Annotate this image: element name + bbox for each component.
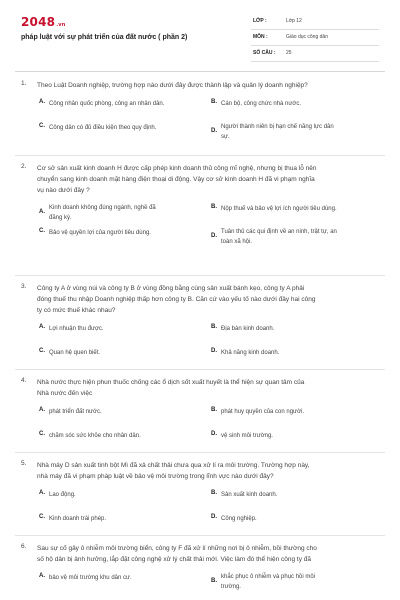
option-letter: C. bbox=[39, 431, 45, 437]
meta-value: 25 bbox=[286, 50, 292, 56]
option-letter: A. bbox=[39, 407, 45, 413]
meta-label: MÔN : bbox=[253, 34, 268, 40]
option-letter: D. bbox=[211, 431, 217, 437]
meta-label: LỚP : bbox=[253, 18, 267, 24]
question-text-line: chuyển sang kinh doanh mặt hàng điện thoại di động. Vậy cơ sở kinh doanh H đã vi phạm nghĩa bbox=[37, 176, 315, 183]
site-logo[interactable] bbox=[21, 15, 66, 29]
option-text bbox=[49, 324, 199, 334]
option-letter: B. bbox=[211, 99, 217, 105]
option-text-line: phát huy quyền của con người. bbox=[221, 409, 305, 415]
question-text-line: nhà máy đã vi phạm pháp luật về bảo vệ môi trường trong lĩnh vực nào dưới đây? bbox=[37, 473, 274, 480]
option-letter: B. bbox=[211, 490, 217, 496]
option-text bbox=[221, 324, 371, 334]
question-text-line: Sau sự cố gây ô nhiễm môi trường biển, công ty F đã xử lí những nơi bị ô nhiễm, bồi thường cho bbox=[37, 545, 317, 552]
option-text bbox=[221, 514, 371, 524]
question-item bbox=[15, 377, 385, 439]
option-letter: D. bbox=[211, 233, 217, 239]
question-number: 4. bbox=[21, 377, 27, 384]
option-text-line: Công nhân quốc phòng, công an nhân dân. bbox=[49, 101, 165, 107]
option-text-line: toàn xã hội. bbox=[221, 239, 253, 245]
logo-main: 2048 bbox=[21, 15, 56, 29]
option-text-line: Tuân thủ các qui định về an ninh, trật tự, an bbox=[221, 229, 337, 235]
question-item bbox=[15, 283, 385, 356]
option-text bbox=[221, 490, 371, 500]
question-text-line: Nhà nước thực hiện phun thuốc chống các ổ dịch sốt xuất huyết là thể hiện sự quan tâm của bbox=[37, 379, 305, 386]
option-letter: B. bbox=[211, 324, 217, 330]
option-letter: A. bbox=[39, 209, 45, 215]
question-head bbox=[15, 377, 385, 399]
option-text bbox=[221, 431, 371, 441]
option-text-line: chăm sóc sức khỏe cho nhân dân. bbox=[49, 433, 141, 439]
question-text bbox=[37, 163, 373, 196]
question-number: 1. bbox=[21, 80, 27, 87]
option-letter: C. bbox=[39, 514, 45, 520]
meta-value: Giáo dục công dân bbox=[286, 34, 328, 40]
option-letter: B. bbox=[211, 204, 217, 210]
question-number: 3. bbox=[21, 283, 27, 290]
option-text bbox=[221, 122, 371, 142]
option-text bbox=[49, 348, 199, 358]
option-letter: C. bbox=[39, 348, 45, 354]
question-text bbox=[37, 80, 373, 91]
question-text-line: đóng thuế thu nhập Doanh nghiệp thấp hơn công ty B. Căn cứ vào yếu tố nào dưới đây hai công bbox=[37, 296, 316, 303]
option-text-line: trường. bbox=[221, 584, 241, 590]
option-letter: A. bbox=[39, 324, 45, 330]
option-text bbox=[221, 204, 371, 214]
option-letter: D. bbox=[211, 128, 217, 134]
option-text-line: Kinh doanh trái phép. bbox=[49, 516, 107, 522]
option-text-line: Lợi nhuận thu được. bbox=[49, 326, 104, 332]
option-text bbox=[49, 490, 199, 500]
meta-label: SỐ CÂU : bbox=[253, 50, 276, 56]
question-number: 2. bbox=[21, 163, 27, 170]
question-divider bbox=[15, 275, 385, 276]
question-item bbox=[15, 460, 385, 522]
option-letter: D. bbox=[211, 514, 217, 520]
question-number: 5. bbox=[21, 460, 27, 467]
question-text-line: ty có mức thuế khác nhau? bbox=[37, 307, 116, 314]
question-text-line: Nhà máy D sản xuất tinh bột Mì đã xả chất thải chưa qua xử lí ra môi trường. Trường hợp này, bbox=[37, 462, 310, 469]
option-text bbox=[49, 573, 199, 583]
question-head bbox=[15, 80, 385, 91]
question-item bbox=[15, 543, 385, 590]
option-text-line: đăng ký. bbox=[49, 215, 72, 221]
option-text-line: Người thành niên bị hạn chế năng lực dân bbox=[221, 124, 334, 130]
option-letter: B. bbox=[211, 407, 217, 413]
question-divider bbox=[15, 452, 385, 453]
question-item bbox=[15, 80, 385, 140]
option-text bbox=[221, 407, 371, 417]
option-text bbox=[49, 431, 199, 441]
option-text bbox=[49, 514, 199, 524]
question-head bbox=[15, 163, 385, 196]
option-text-line: Kinh doanh không đúng ngành, nghề đã bbox=[49, 205, 156, 211]
option-text-line: Nộp thuế và bảo vệ lợi ích người tiêu dùng. bbox=[221, 206, 337, 212]
option-text-line: phát triển đất nước. bbox=[49, 409, 102, 415]
question-text bbox=[37, 283, 373, 316]
option-text bbox=[49, 203, 199, 223]
logo-sub: .vn bbox=[56, 22, 66, 28]
question-text-line: Nhà nước đến việc bbox=[37, 390, 93, 397]
option-text-line: Khả năng kinh doanh. bbox=[221, 350, 280, 356]
page-header bbox=[0, 0, 400, 68]
meta-row-class bbox=[251, 14, 379, 30]
meta-value: Lớp 12 bbox=[286, 18, 302, 24]
question-text-line: Công ty A ở vùng núi và công ty B ở vùng đồng bằng cùng sản xuất bánh kẹo, công ty A phải bbox=[37, 285, 305, 292]
option-text bbox=[221, 227, 371, 247]
meta-row-subject bbox=[251, 30, 379, 46]
question-text bbox=[37, 543, 373, 565]
option-text-line: Sản xuất kinh doanh. bbox=[221, 492, 278, 498]
option-text-line: Công nghiệp. bbox=[221, 516, 257, 522]
option-text bbox=[49, 99, 199, 109]
question-divider bbox=[15, 155, 385, 156]
option-text bbox=[49, 407, 199, 417]
option-letter: A. bbox=[39, 573, 45, 579]
option-letter: A. bbox=[39, 490, 45, 496]
quiz-title: pháp luật với sự phát triển của đất nước ( phần 2) bbox=[21, 34, 188, 41]
question-head bbox=[15, 543, 385, 565]
question-divider bbox=[15, 369, 385, 370]
option-letter: C. bbox=[39, 123, 45, 129]
header-divider bbox=[15, 71, 385, 72]
option-letter: C. bbox=[39, 228, 45, 234]
question-item bbox=[15, 163, 385, 245]
option-text-line: bảo vệ môi trường khu dân cư. bbox=[49, 575, 132, 581]
question-text-line: Cơ sở sản xuất kinh doanh H được cấp phép kinh doanh thủ công mĩ nghệ, nhưng bị thua lỗ nên bbox=[37, 165, 317, 172]
option-text-line: vệ sinh môi trường. bbox=[221, 433, 273, 439]
option-text bbox=[221, 348, 371, 358]
question-text bbox=[37, 460, 373, 482]
question-text bbox=[37, 377, 373, 399]
question-text-line: vụ nào dưới đây ? bbox=[37, 187, 90, 194]
option-text-line: Lao động. bbox=[49, 492, 76, 498]
option-text-line: Cán bộ, công chức nhà nước. bbox=[221, 101, 302, 107]
question-head bbox=[15, 283, 385, 316]
option-text bbox=[49, 123, 199, 133]
option-text bbox=[221, 99, 371, 109]
option-text bbox=[49, 228, 199, 238]
option-text-line: Công dân có đủ điều kiện theo quy định. bbox=[49, 125, 157, 131]
question-text-line: số hộ dân bị ảnh hưởng, lắp đặt công nghệ xử lý chất thải mới. Việc làm đó thể hiện công ty đã bbox=[37, 556, 312, 563]
question-divider bbox=[15, 535, 385, 536]
option-text-line: Bảo vệ quyền lợi của người tiêu dùng. bbox=[49, 230, 151, 236]
quiz-meta-table bbox=[251, 14, 379, 62]
option-text-line: Địa bàn kinh doanh. bbox=[221, 326, 275, 332]
option-text-line: Quan hệ quen biết. bbox=[49, 350, 101, 356]
option-letter: D. bbox=[211, 348, 217, 354]
option-text-line: khắc phục ô nhiễm và phục hồi môi bbox=[221, 574, 316, 580]
question-text-line: Theo Luật Doanh nghiệp, trường hợp nào dưới đây được thành lập và quản lý doanh nghiệp? bbox=[37, 82, 308, 89]
question-head bbox=[15, 460, 385, 482]
option-letter: A. bbox=[39, 99, 45, 105]
question-number: 6. bbox=[21, 543, 27, 550]
option-text-line: sự. bbox=[221, 134, 230, 140]
meta-row-count bbox=[251, 46, 379, 62]
option-letter: B. bbox=[211, 578, 217, 584]
option-text bbox=[221, 572, 371, 592]
